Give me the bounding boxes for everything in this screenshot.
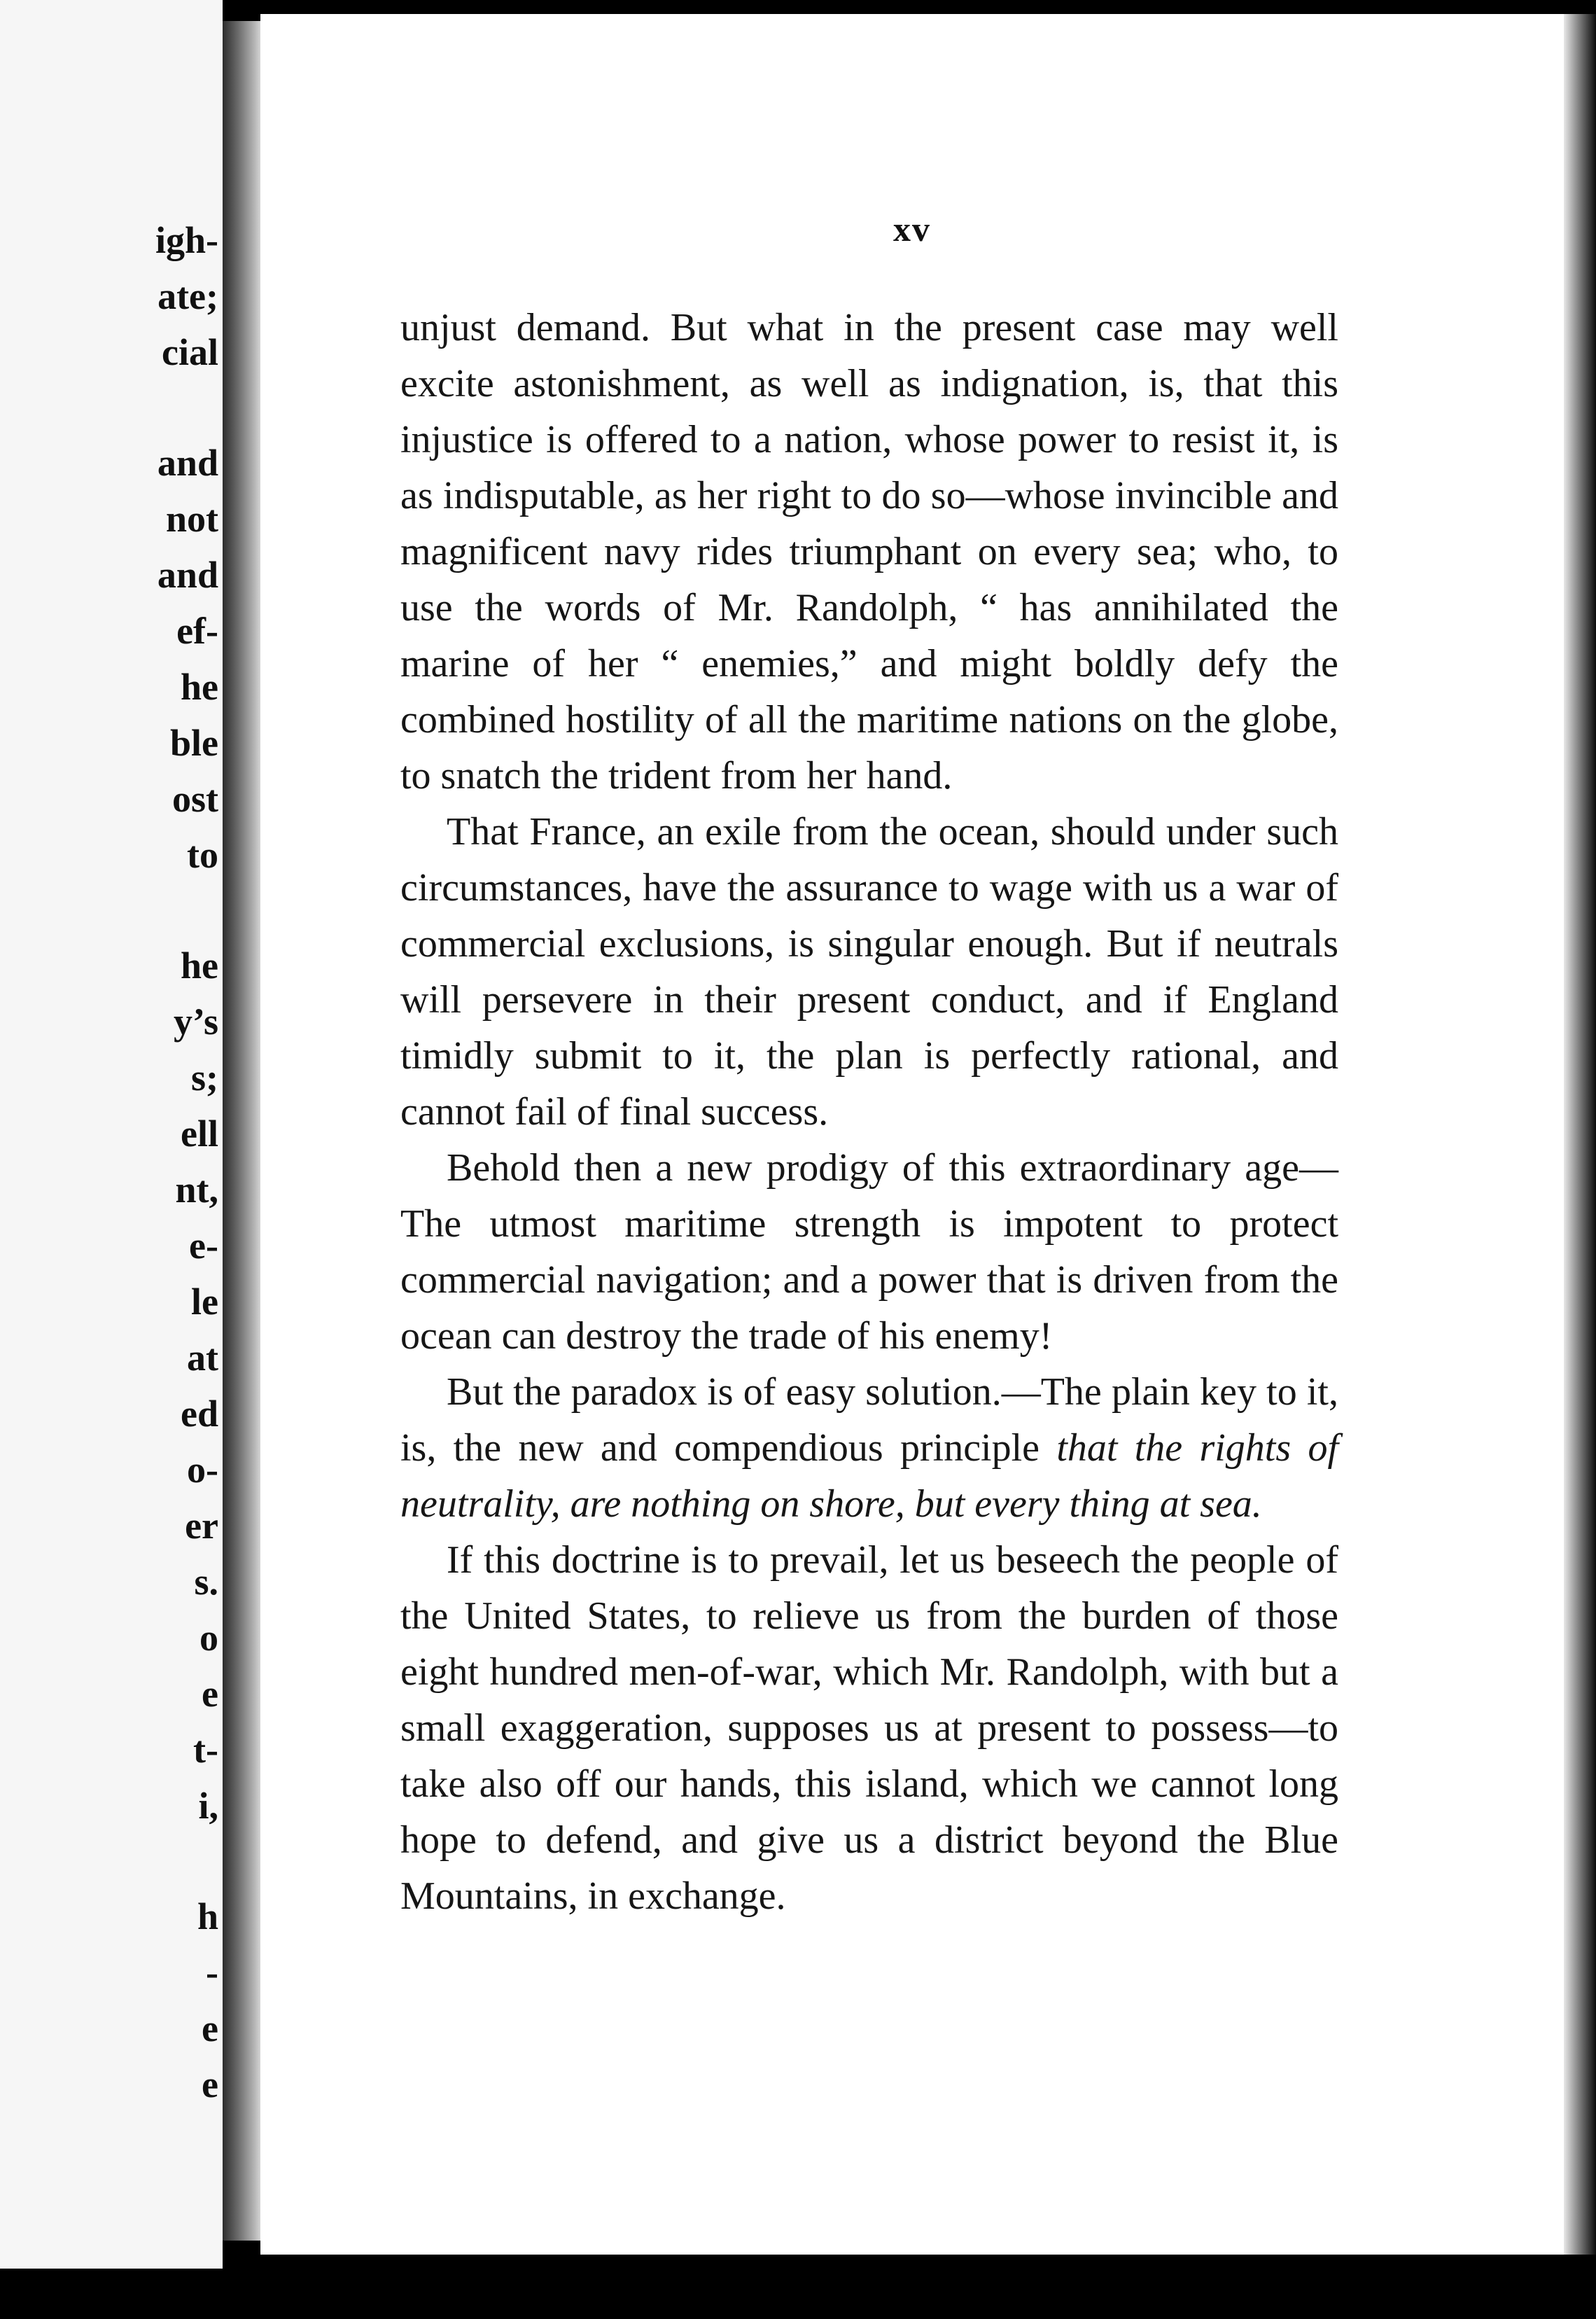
facing-page-fragment: le xyxy=(191,1281,218,1323)
facing-page-fragment: cial xyxy=(162,331,218,373)
facing-page xyxy=(0,0,223,2269)
scan-border xyxy=(0,2269,1596,2319)
page-body-text xyxy=(400,300,1338,1924)
page-edge xyxy=(1564,14,1596,2255)
paragraph-text: If this doctrine is to prevail, let us beseech the people of the United States, to relieve us from the burden of those eight hundred men-of-war, which Mr. Randolph, with but a small exaggeration, supposes us at present to possess—to take also off our hands, this island, which we cannot long hope to defend, and give us a district beyond the Blue Mountains, in exchange. xyxy=(400,1538,1338,1918)
facing-page-fragment: e xyxy=(202,2063,218,2105)
facing-page-fragment: e xyxy=(202,1673,218,1715)
facing-page-fragment: nt, xyxy=(175,1169,218,1211)
facing-page-fragment: e- xyxy=(189,1225,218,1267)
facing-page-fragment: not xyxy=(165,498,218,540)
facing-page-fragment: s. xyxy=(194,1561,218,1603)
facing-page-fragment: to xyxy=(187,834,218,876)
facing-page-fragment: ed xyxy=(181,1393,218,1435)
facing-page-fragment: h xyxy=(197,1895,218,1937)
facing-page-fragment: and xyxy=(157,554,218,596)
book-gutter xyxy=(223,21,266,2241)
italic-text: that the rights of neutrality, are nothing on shore, but every thing at sea. xyxy=(400,1426,1338,1526)
paragraph xyxy=(400,804,1338,1140)
facing-page-fragment: e xyxy=(202,2007,218,2049)
facing-page-fragment: he xyxy=(181,945,218,987)
facing-page-fragment: - xyxy=(206,1951,218,1993)
facing-page-fragment: ate; xyxy=(158,275,218,317)
facing-page-fragment: ell xyxy=(181,1113,218,1155)
paragraph xyxy=(400,1140,1338,1364)
facing-page-fragment: y’s xyxy=(174,1001,218,1043)
paragraph-text: But the paradox is of easy solution.—The plain key to it, is, the new and compendious principle xyxy=(400,1370,1338,1470)
facing-page-fragment: at xyxy=(187,1337,218,1379)
page-number: xv xyxy=(893,209,931,249)
facing-page-fragment: and xyxy=(157,442,218,484)
facing-page-fragment: ost xyxy=(172,778,218,820)
paragraph-text: That France, an exile from the ocean, should under such circumstances, have the assurance to wage with us a war of commercial exclusions, is singular enough. But if neutrals will persevere in their present conduct, and if England timidly submit to it, the plan is perfectly rational, and cannot fail of final success. xyxy=(400,810,1338,1134)
facing-page-fragment: igh- xyxy=(155,219,218,261)
facing-page-fragment: s; xyxy=(191,1057,218,1099)
facing-page-fragment: i, xyxy=(198,1785,218,1827)
paragraph xyxy=(400,1364,1338,1532)
facing-page-fragment: er xyxy=(185,1505,218,1547)
facing-page-fragment: t- xyxy=(193,1729,218,1771)
facing-page-fragment: o- xyxy=(187,1449,218,1491)
facing-page-fragment: ef- xyxy=(176,610,218,652)
paragraph xyxy=(400,1532,1338,1924)
paragraph-text: unjust demand. But what in the present case may well excite astonishment, as well as indignation, is, that this injustice is offered to a nation, whose power to resist it, is as indisputable, as her right to do so—whose invincible and magnificent navy rides triumphant on every sea; who, to use the words of Mr. Randolph, “ has annihilated the marine of her “ enemies,” and might boldly defy the combined hostility of all the maritime nations on the globe, to snatch the trident from her hand. xyxy=(400,306,1338,798)
facing-page-fragment: ble xyxy=(169,722,218,764)
paragraph-text: Behold then a new prodigy of this extraordinary age—The utmost maritime strength is impotent to protect commercial navigation; and a power that is driven from the ocean can destroy the trade of his enemy! xyxy=(400,1146,1338,1358)
facing-page-fragment: he xyxy=(181,666,218,708)
facing-page-fragment: o xyxy=(200,1617,218,1659)
book-page xyxy=(260,14,1564,2255)
paragraph xyxy=(400,300,1338,804)
